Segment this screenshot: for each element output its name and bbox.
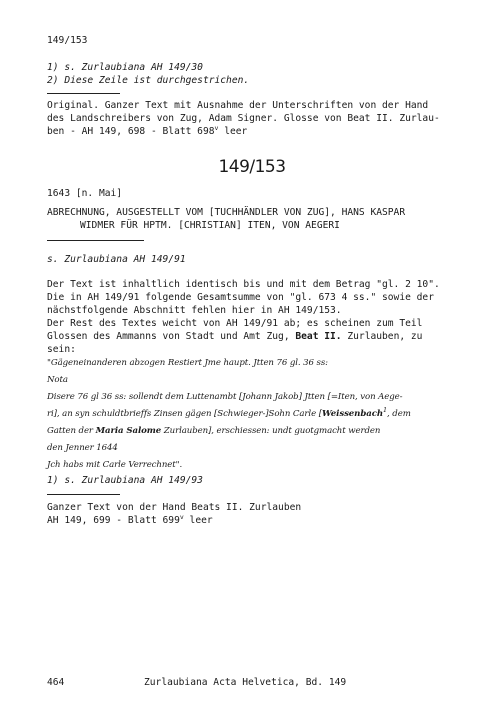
- prev-footnote-1: 1) s. Zurlaubiana AH 149/30: [47, 62, 203, 73]
- heading-separator: [47, 240, 144, 241]
- body-line: Der Rest des Textes weicht von AH 149/91 ab; es scheinen zum Teil: [47, 318, 423, 329]
- prev-note-line: des Landschreibers von Zug, Adam Signer. Glosse von Beat II. Zurlau-: [47, 113, 440, 124]
- running-doc-id: 149/153: [47, 35, 88, 46]
- source-line: AH 149, 699 - Blatt 699$^v$ leer: [47, 512, 213, 526]
- document-title: 149/153: [218, 157, 286, 177]
- quote-line: Disere 76 gl 36 ss: sollendt dem Luttenambt [Johann Jakob] Jtten [=Iten, von Aege-: [47, 392, 403, 402]
- quoted-text: [47, 355, 467, 474]
- quote-line: Nota: [47, 375, 68, 385]
- footnote-separator: [47, 494, 120, 495]
- body-text: [47, 278, 467, 356]
- body-line: Die in AH 149/91 folgende Gesamtsumme von "gl. 673 4 ss." sowie der: [47, 292, 434, 303]
- prev-source-note: [47, 99, 440, 138]
- body-line: sein:: [47, 344, 76, 355]
- quote-line: ri], an syn schuldtbrieffs Zinsen gägen [Schwieger-]Sohn Carle [Weissenbach$^1$, dem: [47, 406, 411, 419]
- body-line: Glossen des Ammanns von Stadt und Amt Zug, Beat II. Zurlauben, zu: [47, 331, 423, 342]
- prev-note-line: Original. Ganzer Text mit Ausnahme der Unterschriften von der Hand: [47, 100, 429, 111]
- quote-line: den Jenner 1644: [47, 443, 118, 453]
- reference: s. Zurlaubiana AH 149/91: [47, 254, 186, 265]
- series-title: Zurlaubiana Acta Helvetica, Bd. 149: [144, 677, 347, 688]
- footnote-1: 1) s. Zurlaubiana AH 149/93: [47, 475, 203, 486]
- heading-line-1: ABRECHNUNG, AUSGESTELLT VOM [TUCHHÄNDLER VON ZUG], HANS KASPAR: [47, 207, 406, 218]
- quote-line: Jch habs mit Carle Verrechnet".: [47, 460, 183, 470]
- prev-note-line: ben - AH 149, 698 - Blatt 698$^v$ leer: [47, 123, 248, 137]
- page-number: 464: [47, 677, 65, 688]
- source-note: [47, 501, 301, 527]
- source-line: Ganzer Text von der Hand Beats II. Zurlauben: [47, 502, 302, 513]
- footnote-separator: [47, 93, 120, 94]
- heading-line-2: WIDMER FÜR HPTM. [CHRISTIAN] ITEN, VON AEGERI: [80, 220, 340, 231]
- quote-line: Gatten der Maria Salome Zurlauben], erschiessen: undt guotgmacht werden: [47, 426, 381, 436]
- prev-footnote-2: 2) Diese Zeile ist durchgestrichen.: [47, 75, 250, 86]
- body-line: nächstfolgende Abschnitt fehlen hier in AH 149/153.: [47, 305, 342, 316]
- document-heading: [47, 206, 405, 232]
- body-line: Der Text ist inhaltlich identisch bis und mit dem Betrag "gl. 2 10".: [47, 279, 440, 290]
- quote-line: "Gägeneinanderen abzogen Restiert Jme haupt. Jtten 76 gl. 36 ss:: [47, 358, 328, 368]
- document-date: 1643 [n. Mai]: [47, 188, 123, 199]
